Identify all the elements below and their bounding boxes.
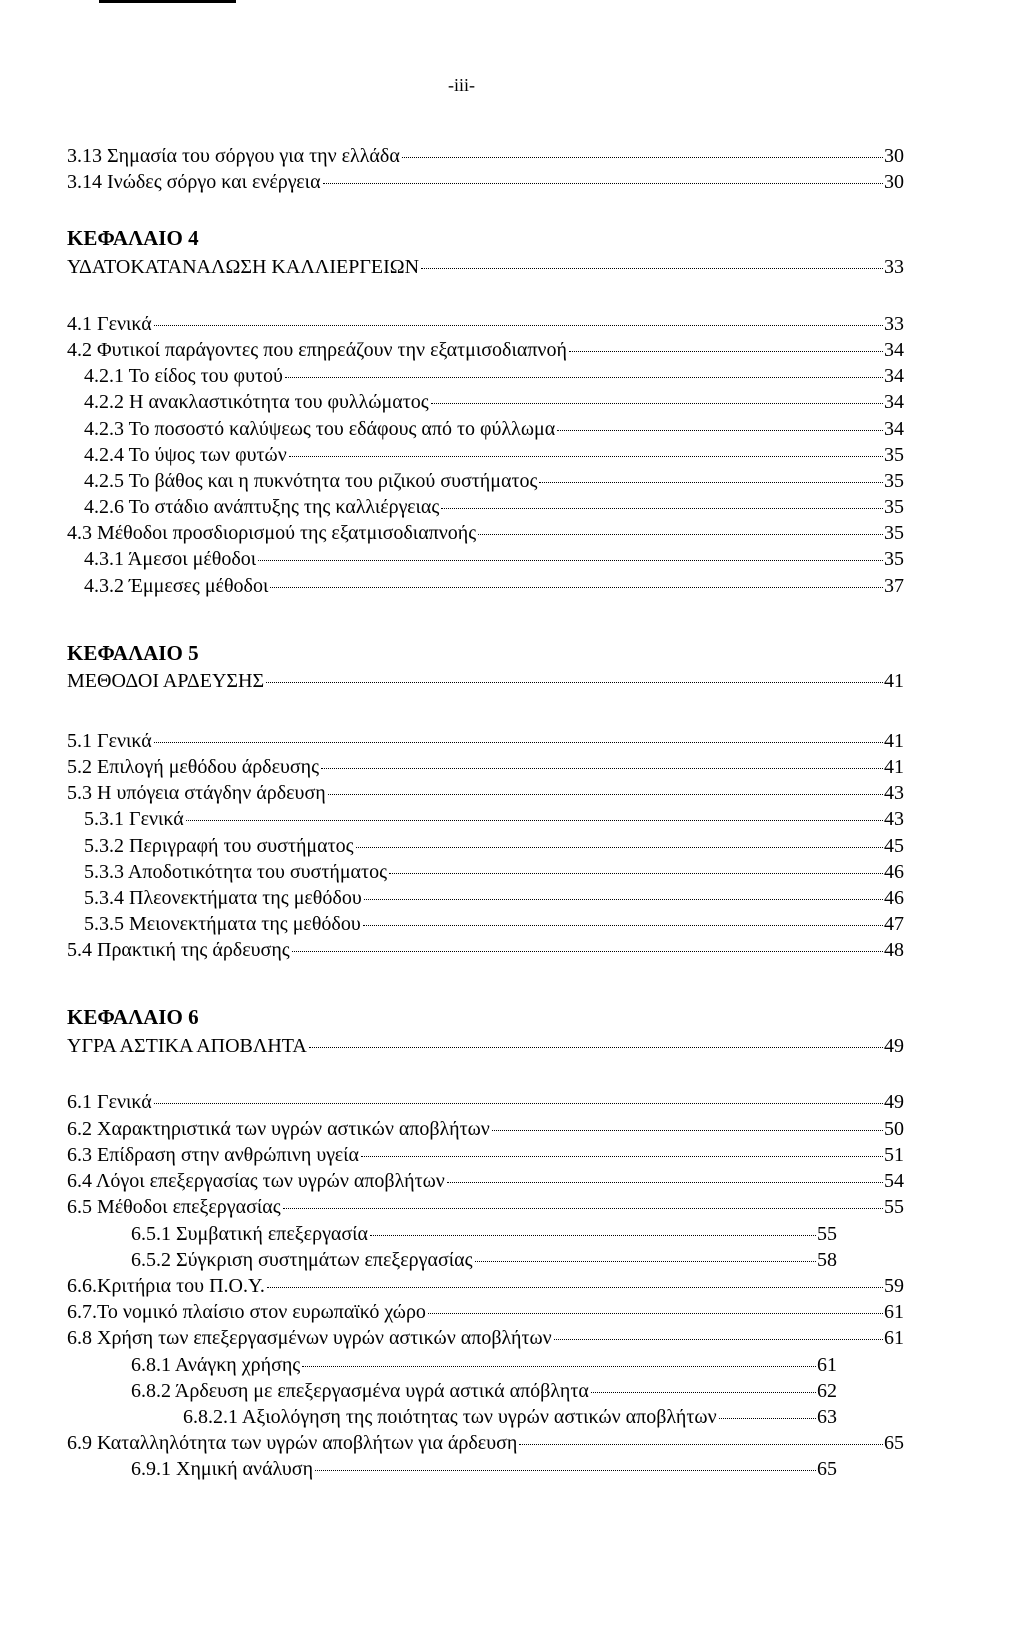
chapter-heading: ΚΕΦΑΛΑΙΟ 4	[67, 226, 199, 250]
toc-entry-page: 61	[884, 1301, 904, 1323]
leader-dots	[283, 1208, 883, 1209]
leader-dots	[267, 1287, 883, 1288]
toc-entry-page: 46	[884, 887, 904, 909]
toc-entry-page: 30	[884, 171, 904, 193]
toc-entry-page: 43	[884, 782, 904, 804]
toc-entry	[67, 1300, 904, 1324]
toc-entry-page: 48	[884, 939, 904, 961]
leader-dots	[154, 742, 883, 743]
toc-entry-page: 55	[817, 1223, 837, 1245]
toc-entry	[67, 1169, 904, 1193]
toc-entry	[84, 495, 904, 519]
leader-dots	[186, 820, 883, 821]
chapter-heading: ΚΕΦΑΛΑΙΟ 6	[67, 1005, 199, 1029]
toc-entry	[67, 781, 904, 805]
leader-dots	[289, 456, 883, 457]
toc-entry-page: 47	[884, 913, 904, 935]
chapter-title	[67, 1034, 904, 1058]
toc-entry-page: 62	[817, 1380, 837, 1402]
toc-entry	[131, 1248, 837, 1272]
toc-entry	[84, 469, 904, 493]
toc-entry-page: 37	[884, 575, 904, 597]
toc-entry-label: 5.3.1 Γενικά	[84, 808, 184, 830]
toc-entry	[84, 886, 904, 910]
toc-entry-page: 34	[884, 418, 904, 440]
leader-dots	[557, 430, 883, 431]
toc-entry-label: 4.3.2 Έμμεσες μέθοδοι	[84, 575, 269, 597]
leader-dots	[154, 1103, 883, 1104]
toc-entry	[84, 912, 904, 936]
toc-entry	[183, 1405, 837, 1429]
leader-dots	[554, 1339, 883, 1340]
chapter-heading: ΚΕΦΑΛΑΙΟ 5	[67, 641, 199, 665]
top-rule	[99, 0, 236, 3]
toc-entry	[131, 1353, 837, 1377]
leader-dots	[447, 1182, 883, 1183]
toc-entry-label: 4.2.4 Το ύψος των φυτών	[84, 444, 287, 466]
toc-entry	[67, 1274, 904, 1298]
leader-dots	[569, 351, 883, 352]
leader-dots	[519, 1444, 883, 1445]
toc-entry-page: 55	[884, 1196, 904, 1218]
toc-entry-page: 59	[884, 1275, 904, 1297]
toc-entry-label: 6.8.2.1 Αξιολόγηση της ποιότητας των υγρών αστικών αποβλήτων	[183, 1406, 717, 1428]
leader-dots	[389, 873, 883, 874]
toc-entry-label: 3.13 Σημασία του σόργου για την ελλάδα	[67, 145, 400, 167]
chapter-title-page: 33	[884, 256, 904, 278]
toc-entry	[67, 729, 904, 753]
toc-entry-page: 63	[817, 1406, 837, 1428]
toc-entry	[67, 1090, 904, 1114]
toc-entry	[67, 144, 904, 168]
toc-entry-label: 6.8.2 Άρδευση με επεξεργασμένα υγρά αστικά απόβλητα	[131, 1380, 589, 1402]
toc-entry-page: 35	[884, 496, 904, 518]
leader-dots	[402, 157, 883, 158]
leader-dots	[154, 325, 883, 326]
toc-entry-label: 4.2.1 Το είδος του φυτού	[84, 365, 283, 387]
toc-entry	[84, 834, 904, 858]
toc-entry-label: 5.1 Γενικά	[67, 730, 152, 752]
toc-entry-label: 6.8.1 Ανάγκη χρήσης	[131, 1354, 301, 1376]
toc-entry-label: 5.3.3 Αποδοτικότητα του συστήματος	[84, 861, 387, 883]
toc-entry-label: 6.1 Γενικά	[67, 1091, 152, 1113]
toc-entry	[67, 521, 904, 545]
toc-entry	[67, 170, 904, 194]
toc-entry-page: 51	[884, 1144, 904, 1166]
leader-dots	[363, 925, 883, 926]
toc-entry	[131, 1457, 837, 1481]
toc-entry-page: 65	[817, 1458, 837, 1480]
leader-dots	[539, 482, 883, 483]
toc-entry-label: 6.8 Χρήση των επεξεργασμένων υγρών αστικών αποβλήτων	[67, 1327, 552, 1349]
toc-entry-page: 34	[884, 365, 904, 387]
toc-entry	[84, 390, 904, 414]
toc-entry	[67, 755, 904, 779]
toc-entry-page: 65	[884, 1432, 904, 1454]
leader-dots	[478, 534, 883, 535]
toc-entry	[84, 574, 904, 598]
leader-dots	[315, 1470, 816, 1471]
toc-entry-page: 54	[884, 1170, 904, 1192]
toc-entry-label: 6.2 Χαρακτηριστικά των υγρών αστικών αποβλήτων	[67, 1118, 490, 1140]
toc-entry	[67, 312, 904, 336]
toc-entry-label: 6.3 Επίδραση στην ανθρώπινη υγεία	[67, 1144, 360, 1166]
toc-entry-label: 4.3.1 Άμεσοι μέθοδοι	[84, 548, 257, 570]
toc-entry-label: 6.4 Λόγοι επεξεργασίας των υγρών αποβλήτων	[67, 1170, 445, 1192]
leader-dots	[370, 1235, 816, 1236]
toc-entry-label: 5.3.4 Πλεονεκτήματα της μεθόδου	[84, 887, 362, 909]
toc-entry-page: 34	[884, 391, 904, 413]
toc-entry-label: 4.1 Γενικά	[67, 313, 152, 335]
leader-dots	[441, 508, 883, 509]
leader-dots	[591, 1392, 816, 1393]
leader-dots	[302, 1366, 816, 1367]
toc-entry-page: 46	[884, 861, 904, 883]
toc-entry-label: 6.6.Κριτήρια του Π.Ο.Υ.	[67, 1275, 265, 1297]
leader-dots	[428, 1313, 883, 1314]
toc-entry	[84, 443, 904, 467]
toc-entry-label: 3.14 Ινώδες σόργο και ενέργεια	[67, 171, 321, 193]
toc-entry-page: 61	[817, 1354, 837, 1376]
toc-entry-label: 6.5.1 Συμβατική επεξεργασία	[131, 1223, 369, 1245]
chapter-title	[67, 669, 904, 693]
leader-dots	[266, 682, 883, 683]
toc-entry-page: 41	[884, 730, 904, 752]
leader-dots	[356, 847, 883, 848]
toc-entry-label: 6.7.Το νομικό πλαίσιο στον ευρωπαϊκό χώρο	[67, 1301, 426, 1323]
toc-entry-label: 6.5.2 Σύγκριση συστημάτων επεξεργασίας	[131, 1249, 473, 1271]
leader-dots	[475, 1261, 816, 1262]
toc-entry	[67, 338, 904, 362]
toc-entry-page: 58	[817, 1249, 837, 1271]
leader-dots	[309, 1047, 883, 1048]
toc-entry-label: 4.3 Μέθοδοι προσδιορισμού της εξατμισοδιαπνοής	[67, 522, 477, 544]
chapter-title-page: 49	[884, 1035, 904, 1057]
toc-entry-page: 35	[884, 522, 904, 544]
toc-entry	[67, 1117, 904, 1141]
leader-dots	[323, 183, 883, 184]
leader-dots	[431, 403, 883, 404]
toc-entry-label: 6.5 Μέθοδοι επεξεργασίας	[67, 1196, 281, 1218]
toc-entry-label: 4.2.2 Η ανακλαστικότητα του φυλλώματος	[84, 391, 429, 413]
toc-entry	[67, 1326, 904, 1350]
leader-dots	[321, 768, 883, 769]
toc-entry	[67, 1431, 904, 1455]
toc-entry-page: 49	[884, 1091, 904, 1113]
chapter-title-label: ΥΓΡΑ ΑΣΤΙΚΑ ΑΠΟΒΛΗΤΑ	[67, 1035, 307, 1057]
toc-entry-page: 43	[884, 808, 904, 830]
toc-entry-label: 5.3.5 Μειονεκτήματα της μεθόδου	[84, 913, 361, 935]
chapter-title	[67, 255, 904, 279]
toc-entry-page: 41	[884, 756, 904, 778]
leader-dots	[492, 1130, 883, 1131]
leader-dots	[292, 951, 883, 952]
toc-entry-page: 61	[884, 1327, 904, 1349]
toc-entry-label: 5.2 Επιλογή μεθόδου άρδευσης	[67, 756, 320, 778]
toc-entry	[84, 860, 904, 884]
leader-dots	[421, 268, 883, 269]
toc-entry-label: 4.2.5 Το βάθος και η πυκνότητα του ριζικού συστήματος	[84, 470, 538, 492]
leader-dots	[258, 560, 883, 561]
chapter-title-page: 41	[884, 670, 904, 692]
toc-entry-label: 6.9.1 Χημική ανάλυση	[131, 1458, 314, 1480]
chapter-title-label: ΥΔΑΤΟΚΑΤΑΝΑΛΩΣΗ ΚΑΛΛΙΕΡΓΕΙΩΝ	[67, 256, 420, 278]
toc-entry	[84, 417, 904, 441]
leader-dots	[328, 794, 883, 795]
toc-entry-label: 4.2.3 Το ποσοστό καλύψεως του εδάφους από το φύλλωμα	[84, 418, 556, 440]
toc-entry	[67, 1195, 904, 1219]
leader-dots	[361, 1156, 883, 1157]
leader-dots	[719, 1418, 816, 1419]
toc-entry-page: 35	[884, 444, 904, 466]
page-number: -iii-	[448, 75, 475, 95]
leader-dots	[364, 899, 883, 900]
toc-entry-label: 4.2 Φυτικοί παράγοντες που επηρεάζουν την εξατμισοδιαπνοή	[67, 339, 567, 361]
toc-entry-label: 6.9 Καταλληλότητα των υγρών αποβλήτων για άρδευση	[67, 1432, 518, 1454]
toc-entry	[67, 1143, 904, 1167]
toc-entry-page: 50	[884, 1118, 904, 1140]
toc-entry-page: 45	[884, 835, 904, 857]
toc-entry	[131, 1379, 837, 1403]
toc-entry-page: 33	[884, 313, 904, 335]
toc-entry	[84, 547, 904, 571]
toc-entry-page: 35	[884, 470, 904, 492]
toc-entry	[67, 938, 904, 962]
toc-entry-label: 5.3 Η υπόγεια στάγδην άρδευση	[67, 782, 326, 804]
toc-entry-page: 34	[884, 339, 904, 361]
toc-entry	[84, 807, 904, 831]
leader-dots	[270, 587, 883, 588]
toc-entry-page: 35	[884, 548, 904, 570]
toc-entry-label: 4.2.6 Το στάδιο ανάπτυξης της καλλιέργειας	[84, 496, 440, 518]
toc-entry-label: 5.4 Πρακτική της άρδευσης	[67, 939, 290, 961]
toc-entry-page: 30	[884, 145, 904, 167]
toc-entry-label: 5.3.2 Περιγραφή του συστήματος	[84, 835, 354, 857]
leader-dots	[285, 377, 883, 378]
toc-entry	[131, 1222, 837, 1246]
chapter-title-label: ΜΕΘΟΔΟΙ ΑΡΔΕΥΣΗΣ	[67, 670, 265, 692]
toc-entry	[84, 364, 904, 388]
